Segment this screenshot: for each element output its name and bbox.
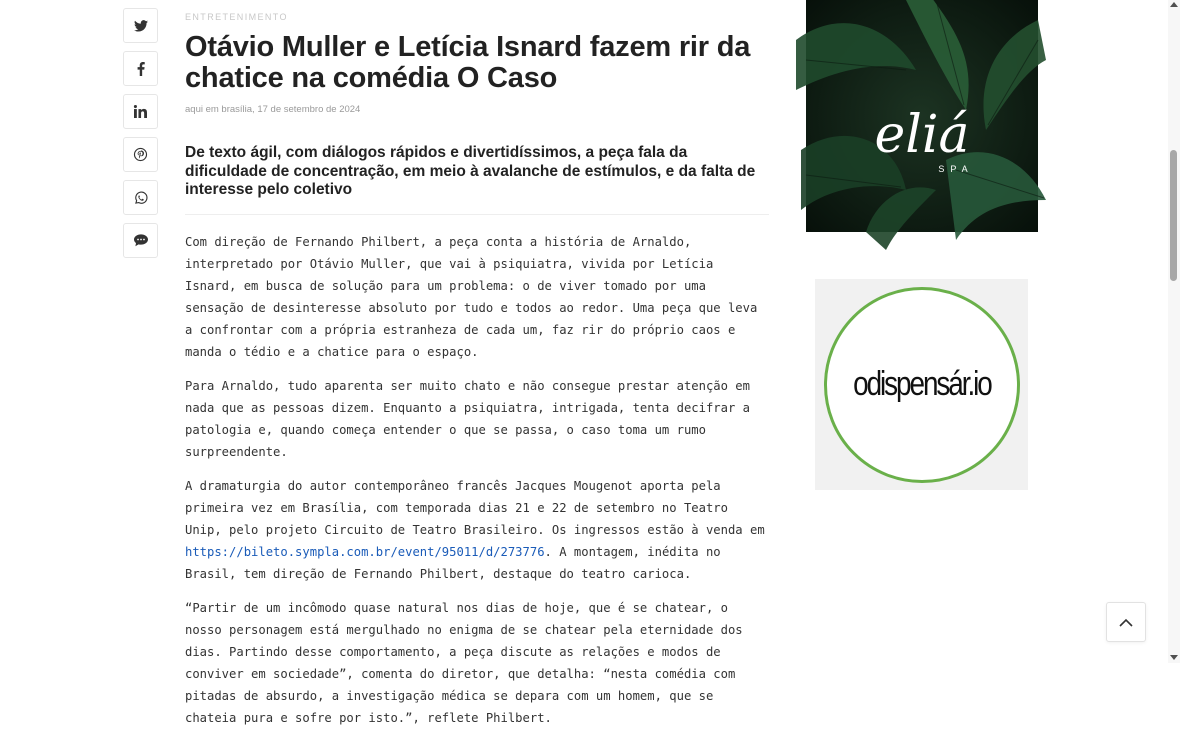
share-whatsapp-button[interactable] [123,180,158,215]
back-to-top-button[interactable] [1106,602,1146,642]
elia-spa-banner [806,0,1038,232]
comment-icon [134,234,148,247]
share-rail [123,8,158,266]
odispensario-logo: odispensár.io [852,365,991,403]
scroll-up-arrow-icon[interactable] [1170,2,1178,7]
scrollbar-thumb[interactable] [1170,150,1177,281]
paragraph-2: Para Arnaldo, tudo aparenta ser muito chato e não consegue prestar atenção em nada que as pessoas dizem. Enquanto a psiquiatra, intrigada, tenta decifrar a patologia e, quando começa entender o que se passa, o caso toma um rumo surpreendente. [185,379,750,459]
elia-logo: eliá [874,105,970,165]
scroll-down-arrow-icon[interactable] [1170,655,1178,660]
chevron-up-icon [1119,618,1133,627]
share-twitter-button[interactable] [123,8,158,43]
divider [185,214,769,215]
share-comment-button[interactable] [123,223,158,258]
article-lede: De texto ágil, com diálogos rápidos e divertidíssimos, a peça fala da dificuldade de concentração, em meio à avalanche de estímulos, e da falta de interesse pelo coletivo [185,144,756,198]
paragraph-3-text: A dramaturgia do autor contemporâneo francês Jacques Mougenot aporta pela primeira vez em Brasília, com temporada dias 21 e 22 de setembro no Teatro Unip, pelo projeto Circuito de Teatro Brasileiro. Os ingressos estão à venda em [185,479,765,537]
elia-sub: SPA [938,164,974,174]
paragraph-1: Com direção de Fernando Philbert, a peça conta a história de Arnaldo, interpretado por Otávio Muller, que vai à psiquiatra, vivida por Letícia Isnard, em busca de solução para um problema: o de viver tomado por uma sensação de desinteresse absoluto por tudo e todos ao redor. Uma peça que leva a confrontar com a própria estranheza de cada um, faz rir do próprio caos e manda o tédio e a chatice para o espaço. [185,235,758,359]
category-label[interactable]: ENTRETENIMENTO [185,12,288,22]
share-linkedin-button[interactable] [123,94,158,129]
ad-elia-spa[interactable] [806,0,1038,232]
scrollbar[interactable] [1168,0,1180,663]
share-pinterest-button[interactable] [123,137,158,172]
ad-odispensario[interactable] [815,279,1028,490]
share-facebook-button[interactable] [123,51,158,86]
article-body [185,231,769,741]
paragraph-3 [185,475,769,585]
article-title: Otávio Muller e Letícia Isnard fazem rir da chatice na comédia O Caso [185,31,751,94]
paragraph-3-text-end: . A montagem, inédita no Brasil, tem direção de Fernando Philbert, destaque do teatro carioca. [185,545,721,581]
odispensario-circle [824,287,1020,483]
ticket-link[interactable]: https://bileto.sympla.com.br/event/95011/d/273776 [185,545,545,559]
linkedin-icon [134,105,147,118]
twitter-icon [134,20,148,32]
pinterest-icon [134,148,147,161]
whatsapp-icon [134,191,148,205]
article-byline: aqui em brasília, 17 de setembro de 2024 [185,104,361,115]
facebook-icon [137,62,145,76]
paragraph-4: “Partir de um incômodo quase natural nos dias de hoje, que é se chatear, o nosso personagem está mergulhado no enigma de se chatear pela eternidade dos dias. Partindo desse comportamento, a peça discute as relações e modos de conviver em sociedade”, comenta do diretor, que detalha: “nesta comédia com pitadas de absurdo, a investigação médica se depara com um homem, que se chateia pura e sofre por isto.”, reflete Philbert. [185,601,743,725]
